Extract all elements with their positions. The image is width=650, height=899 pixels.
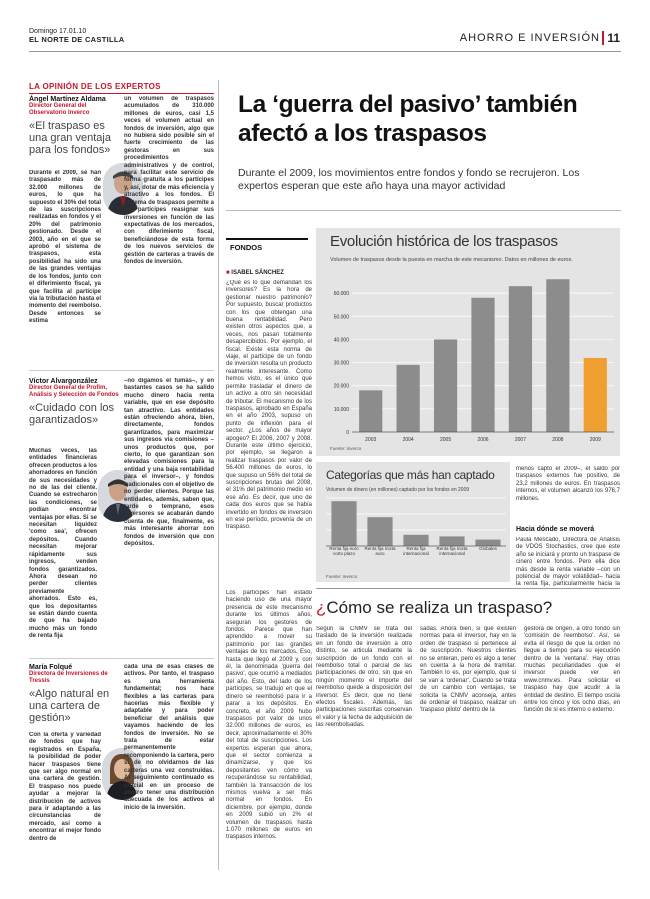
chart-source: Fuente: Inverco (326, 574, 358, 579)
expert-role: Director General de Profim, Análisis y Selección de Fondos (29, 385, 119, 398)
y-tick-label: 10.000 (333, 406, 349, 413)
expert-1-header (29, 96, 124, 156)
expert-text-col1: Muchas veces, las entidades financieras ofrecen productos a los ahorradores en función de sus necesidades y no de las del cliente. Cuando se estrecharon las condiciones, se podían encontrar ventajas por ellas. Si se necesitan liquidez 'como sea', ofrecen depósitos. Cuando necesitan mejorar rápidamente sus ingresos, venden fondos garantizados. Ahora desean no perder clientes previamente ahorrados. Esto es, que los depositantes se están dando cuenta de que ha bajado mucho más un fondo de renta fija (29, 448, 97, 640)
x-tick-label: 2003 (365, 437, 377, 443)
box-text-col2: sadas. Ahora bien, si que existen normas para el inversor, hay en la orden de traspaso si pertenece al de suscripción. Nuestros clientes no se enteran, pero es algo a tener en cuenta a la hora de tramitar. También lo es, por ejemplo, que si se van a 'ordenar'. Cuando se trata de un cambio con ventajas, se solicita la CNMV aconseja, antes de ordenar el traspaso, realizar un 'traspaso piloto' dentro de la (420, 626, 516, 714)
x-tick-label: 2006 (477, 437, 489, 443)
y-tick-label: 0 (346, 430, 349, 436)
opinion-section-title: LA OPINIÓN DE LOS EXPERTOS (29, 82, 214, 94)
bar (397, 365, 420, 432)
x-tick-label: Renta fija mixta internacional (436, 546, 468, 556)
chart-source: Fuente: Inverco (330, 446, 362, 451)
bar (546, 279, 569, 432)
expert-3-header (29, 664, 124, 724)
bar (403, 535, 428, 546)
bar (331, 501, 356, 546)
box-title-mark: ¿ (316, 598, 327, 617)
expert-role: Director General del Observatorio Inverco (29, 103, 90, 116)
y-tick-label: 60.000 (333, 291, 349, 298)
article-headline: La ‘guerra del pasivo’ también afectó a los traspasos (238, 91, 578, 147)
expert-text-col1: Durante el 2009, se han traspasado más de 32.000 millones de euros, lo que ha supuesto el 30% del total de las suscripciones realizadas en fondos y el 20% del patrimonio gestionado. Desde el 2003, año en el que se aprobó el sistema de traspasos, esta posibilidad ha sido una de las grandes ventajas de los fondos, junto con el diferimiento fiscal, ya que facilita al partícipe vía la tributación hasta el momento del reembolso. Desde entonces se estima (29, 170, 101, 325)
byline-author: ISABEL SÁNCHEZ (231, 270, 284, 276)
expert-role: Directora de Inversiones de Tressis (29, 671, 108, 684)
running-header-left (29, 28, 124, 44)
expert-text-col2: –no digamos el fumás–, y en bastantes casos se ha salido mucho dinero hacia renta variable, que en ese depósito tan atractivo. Las entidades están ofreciendo ahora, bien, directamente, fondos garantizados, para maximizar sus ingresos vía comisiones –unos productos que, por cierto, lo que garantizan son elevadas comisiones para la entidad y una baja rentabilidad para el inversor–, y fondos tradicionales con el objetivo de no perder clientes. Porque las entidades, además, saben que, tarde o temprano, esos inversores se acabarán dando cuenta de que, finalmente, es más interesante ahorrar con fondos de inversión que con depósitos. (124, 378, 214, 547)
bar (359, 390, 382, 432)
divider (316, 588, 620, 589)
byline (226, 270, 284, 276)
bar (434, 339, 457, 432)
bar (509, 286, 532, 432)
header-divider (602, 31, 604, 45)
box-title (316, 598, 552, 618)
header-rule (29, 51, 621, 52)
section-name: AHORRO E INVERSIÓN (459, 32, 600, 44)
chart-category-labels (316, 546, 510, 572)
x-tick-label: Renta fija euro corto plazo (329, 546, 359, 556)
expert-name: Víctor Alvargonzález (29, 378, 98, 385)
x-tick-label: 2004 (402, 437, 414, 443)
page-number: 11 (607, 31, 620, 45)
article-text-col1: ¿Qué es lo que demandan los inversores? Es la hora de gestionar nuestro patrimonio? Por supuesto, buscar productos con los que obtengan una buena rentabilidad. Pero existen otros aspectos que, a veces, nos pasan totalmente desapercibidos. Por ejemplo, el fiscal. Existe esta norma de viaje, el partícipe de un fondo de inversión resulta un producto realmente interesante. Como hemos visto, es el único que permite trasladar el dinero de un activo a otro sin necesidad de tributar. El mecanismo de los traspasos, aprobado en España en el año 2003, supuso un punto de inflexión para el sector. ¿Los años de mayor apogeo? El 2006, 2007 y 2008. Durante este último ejercicio, por ejemplo, se llegaron a realizar traspasos por valor de 56.400 millones de euros, lo que supuso un 56% del total de suscripciones brutas del 2008, el 31% del patrimonio medio en ese año. Es decir, que uno de cada dos euros que se había invertido en fondos de inversión en ese período, provenía de un traspaso. (226, 280, 312, 531)
article-subheading: Hacia dónde se moverá (516, 526, 595, 533)
chart-title: Categorías que más han captado (326, 468, 495, 482)
expert-quote: «Algo natural en una cartera de gestión» (29, 688, 110, 724)
box-text-col3: gestora de origen, a otro fondo sin 'comisión de reembolso'. Así, se evita el riesgo de que la orden no llegue a tiempo para su ejecución dentro de la 'ventana'. Hay otras muchas peculiaridades que el inversor puede ver en www.cnmv.es. Para solicitar el traspaso hay que acudir a la entidad de destino. El tiempo oscila entre los cinco y los ocho días, en función de si es interno o externo. (524, 626, 620, 714)
expert-text-col1: Con la oferta y variedad de fondos que hay registrados en España, la posibilidad de poder hacer traspasos tiene que ser algo normal en una cartera de gestión. El traspaso nos puede ayudar a mejorar la distribución de activos para ir adaptando a las circunstancias de mercado, así como a encontrar el mejor fondo dentro de (29, 732, 101, 842)
x-tick-label: 2007 (514, 437, 526, 443)
y-tick-label: 30.000 (333, 360, 349, 367)
expert-text-col2: cada una de esas clases de activos. Por tanto, el traspaso es una herramienta fundamental; nos hace flexibles a las carteras para hacerlas más flexible y adaptable y para poder beneficiar del análisis que vayamos haciendo de los fondos de inversión. No se trata de estar permanentemente recomponiendo la cartera, pero sí de no olvidarnos de las carteras una vez construidas. Al seguimiento continuado es crucial en un proceso de ahorro tener una distribución adecuada de los activos al inicio de la inversión. (124, 664, 214, 811)
bar (367, 517, 392, 546)
box-title-text: Cómo se realiza un traspaso? (326, 598, 553, 617)
article-text-col1-continued: Los partícipes han estado haciendo uso de una mayor presencia de este mecanismo durante los últimos años, aseguran los gestores de fondos. Parece que han aprendido a mover su patrimonio por las grandes ventajas de los mercados. Eso, hasta que llegó el 2009 y, con él, la denominada 'guerra del pasivo', que ocurrió a mediados del año. Esto, del lado de los partícipes, se tradujo en que el dinero se reembolsó para ir a parar a los depósitos. En concreto, el año 2009 hubo traspasos por valor de unos 32.000 millones de euros, es decir, aproximadamente el 30% del total de suscripciones. Los expertos esperan que ahora, que el sector comienza a dinamizarse, y que los depositantes ven cómo va recuperándose su rentabilidad, también la transacción de los mismos vuelva a ser más normal en fondos. En diciembre, por ejemplo, donde en 2009 subió un 2% el volumen de traspasos hasta 1.070 millones de euros en traspasos internos. (226, 590, 312, 841)
x-tick-label: Renta fija mixta euro (364, 546, 396, 556)
expert-2-header (29, 378, 124, 426)
x-tick-label: 2009 (589, 437, 601, 443)
byline-marker: ■ (226, 270, 230, 276)
expert-quote: «El traspaso es una gran ventaja para los fondos» (29, 120, 111, 156)
chart-subtitle: Volumen de dinero (en millones) captado por los fondos en 2009 (326, 487, 470, 493)
x-tick-label: Globales (479, 546, 497, 551)
bar (584, 358, 607, 432)
y-tick-label: 20.000 (333, 383, 349, 390)
expert-quote: «Cuidado con los garantizados» (29, 402, 115, 426)
x-tick-label: 2005 (440, 437, 452, 443)
chart-title: Evolución histórica de los traspasos (330, 233, 558, 250)
expert-name: Ángel Martínez Aldama (29, 96, 106, 103)
expert-text-col2: un volumen de traspasos acumulados de 310.000 millones de euros, casi 1,5 veces el volumen actual en fondos de inversión, algo que no hubiera sido posible sin el fuerte crecimiento de las gestoras en sus procedimientos administrativos y de control, para facilitar este servicio de forma gratuita a los partícipes y, así, dotar de más eficiencia y atractivo a los fondos. El sistema de traspasos permite a los partícipes reasignar sus inversiones en función de las expectativas de los mercados, con diferimiento fiscal, beneficiándose de esta forma de los nuevos servicios de gestión de carteras a través de fondos de inversión. (124, 96, 214, 265)
column-separator (218, 80, 219, 870)
x-tick-label: 2008 (552, 437, 564, 443)
chart-evolucion (316, 266, 620, 450)
section-label: FONDOS (226, 238, 308, 255)
chart-subtitle: Volumen de traspasos desde la puesta en marcha de este mecanismo. Datos en millones de euros. (330, 257, 573, 263)
divider (29, 370, 214, 371)
divider (29, 658, 214, 659)
expert-name: María Folqué (29, 664, 73, 671)
y-tick-label: 40.000 (333, 337, 349, 344)
article-text-col3: menos captó el 2009–, el saldo por traspasos externos fue positivo, de 23,2 millones de euros. En traspasos internos, el volumen alcanzó los 976,7 millones. (516, 466, 620, 502)
bar (439, 536, 464, 546)
newspaper-name: EL NORTE DE CASTILLA (29, 35, 125, 44)
article-text-col3-continued: Paula Mescado, Directora de Análisis de VDOS Stochastics, cree que este año se iniciará y pronto un traspase de cinero entre fondos. Pero ella dice más desde la renta variable –con un potencial de mayor volatilidad– hacia la renta fija, particularmente hacia la (516, 537, 620, 588)
box-text-col1: Según la CNMV se trata del traslado de la inversión realizada en un fondo de inversión a otro distinto, se articula mediante la suscripción de un fondo con el reembolso total o parcial de las participaciones de otro, sin que en ningún momento el importe del reembolso quede a disposición del inversor. Es decir, que no tiene efectos fiscales. Además, las participaciones suscritas conservan el valor y la fecha de adquisición de las reembolsadas. (316, 626, 412, 729)
article-subhead: Durante el 2009, los movimientos entre fondos y fondo se recrujeron. Los expertos esperan que este año haya una mayor actividad (238, 167, 580, 192)
x-tick-label: Renta fija internacional (403, 546, 429, 556)
issue-date: Domingo 17.01.10 (29, 28, 87, 35)
bar (471, 298, 494, 432)
y-tick-label: 50.000 (333, 314, 349, 321)
divider (226, 210, 621, 211)
